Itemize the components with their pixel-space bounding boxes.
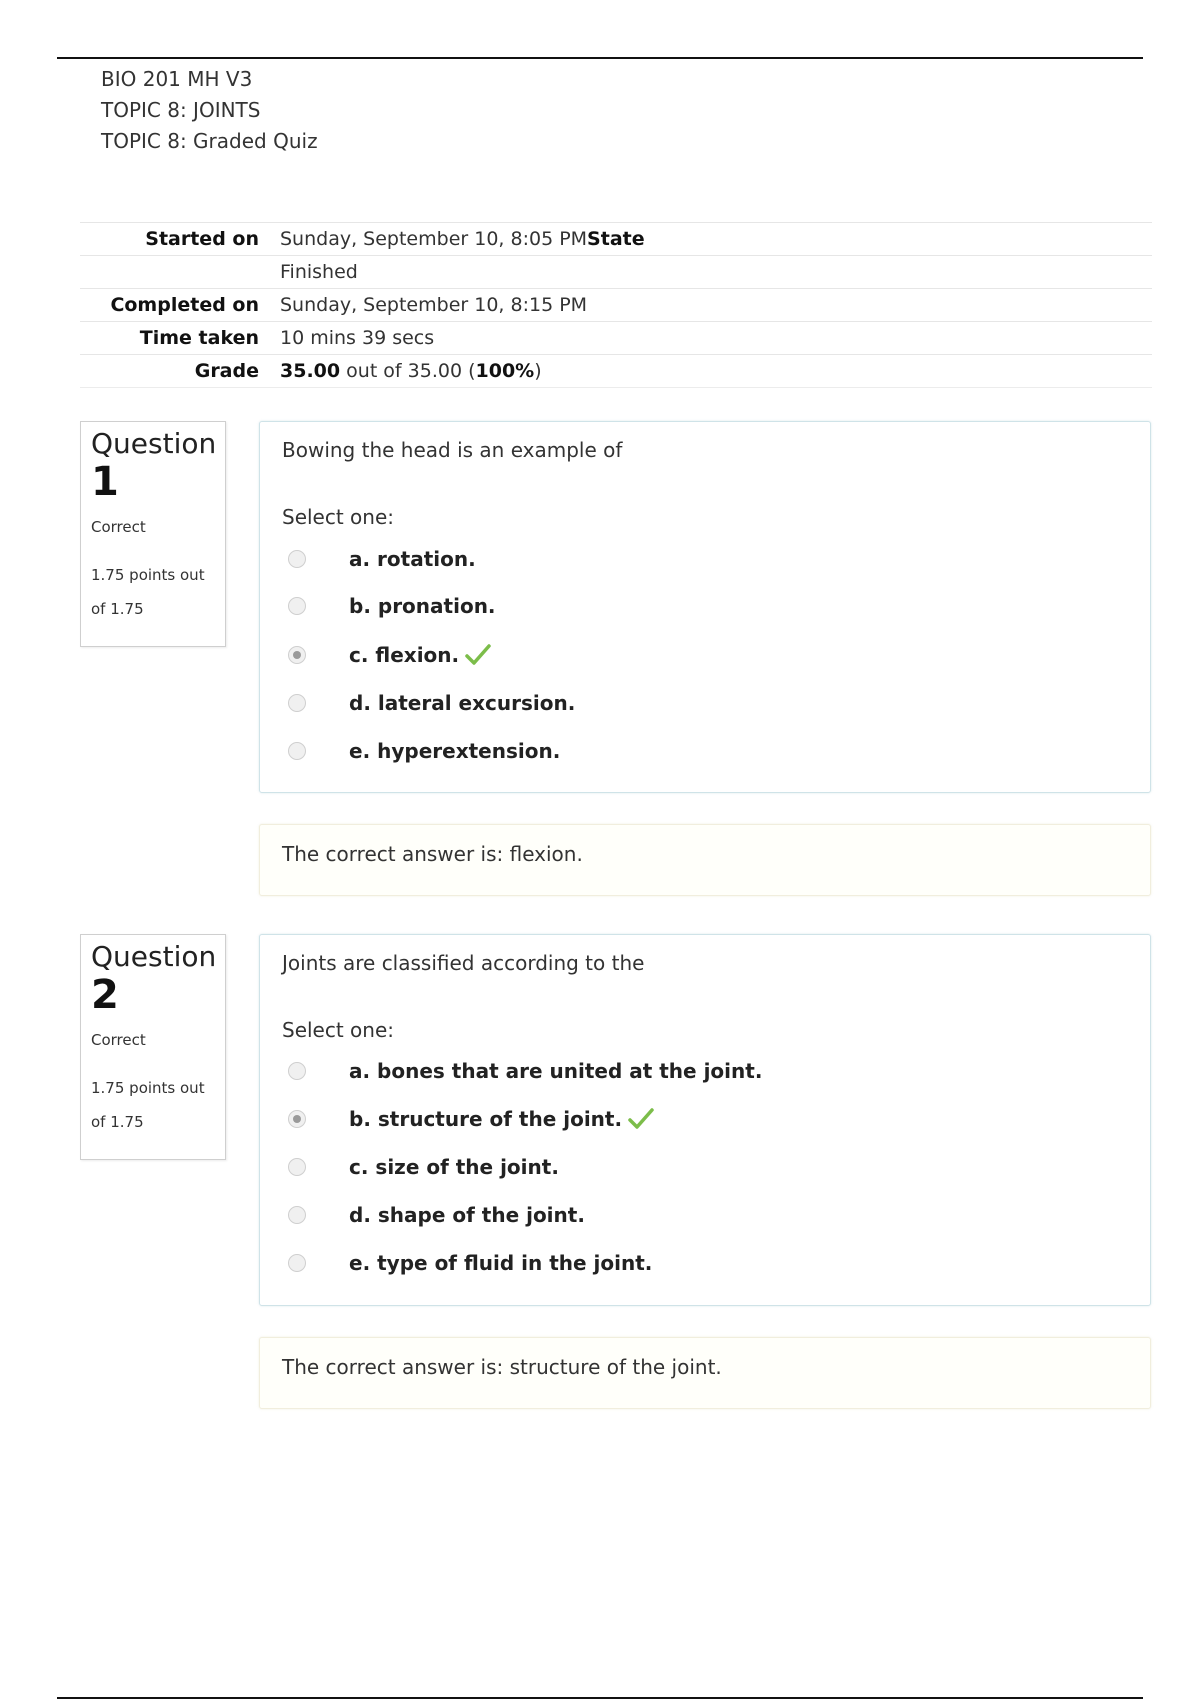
- started-on-value: Sunday, September 10, 8:05 PMState: [280, 228, 645, 250]
- radio-button[interactable]: [288, 597, 306, 615]
- grade-label: Grade: [194, 360, 259, 382]
- question-word: Question: [91, 940, 217, 973]
- select-one-prompt: Select one:: [282, 1018, 395, 1042]
- question-state: Correct: [91, 1031, 146, 1049]
- bottom-divider: [57, 1697, 1143, 1699]
- question-word: Question: [91, 427, 217, 460]
- radio-button[interactable]: [288, 1254, 306, 1272]
- answer-option-selected[interactable]: [288, 1104, 654, 1134]
- checkmark-icon: [628, 1107, 654, 1131]
- answer-label: a. rotation.: [349, 547, 476, 571]
- started-on-label: Started on: [145, 228, 259, 250]
- breadcrumb: [101, 64, 318, 157]
- answer-option[interactable]: [288, 591, 496, 621]
- summary-row-time: [80, 321, 1152, 354]
- breadcrumb-course[interactable]: BIO 201 MH V3: [101, 67, 253, 91]
- breadcrumb-topic[interactable]: TOPIC 8: JOINTS: [101, 98, 261, 122]
- answer-option[interactable]: [288, 1056, 762, 1086]
- question-2-feedback: [259, 1337, 1151, 1409]
- summary-row-state: [80, 255, 1152, 288]
- question-2-content: [259, 934, 1151, 1306]
- question-1-content: [259, 421, 1151, 793]
- radio-button[interactable]: [288, 1206, 306, 1224]
- breadcrumb-quiz[interactable]: TOPIC 8: Graded Quiz: [101, 129, 318, 153]
- completed-on-label: Completed on: [110, 294, 259, 316]
- answer-option[interactable]: [288, 1248, 652, 1278]
- question-2-info: [80, 934, 226, 1160]
- radio-button[interactable]: [288, 550, 306, 568]
- answer-label: b. structure of the joint.: [349, 1107, 623, 1131]
- answer-option[interactable]: [288, 688, 575, 718]
- radio-button-checked[interactable]: [288, 1110, 306, 1128]
- answer-option[interactable]: [288, 544, 476, 574]
- answer-label: a. bones that are united at the joint.: [349, 1059, 763, 1083]
- time-taken-label: Time taken: [139, 327, 259, 349]
- radio-button[interactable]: [288, 1062, 306, 1080]
- completed-on-value: Sunday, September 10, 8:15 PM: [280, 294, 588, 316]
- summary-row-started: [80, 222, 1152, 255]
- answer-label: b. pronation.: [349, 594, 496, 618]
- question-number: 1: [91, 459, 119, 505]
- answer-label: e. type of fluid in the joint.: [349, 1251, 653, 1275]
- correct-answer-text: The correct answer is: flexion.: [282, 842, 583, 866]
- grade-value: 35.00 out of 35.00 (100%): [280, 360, 542, 382]
- question-number: 2: [91, 972, 119, 1018]
- summary-row-grade: [80, 354, 1152, 388]
- state-label: State: [587, 228, 645, 250]
- radio-button[interactable]: [288, 742, 306, 760]
- answer-label: c. size of the joint.: [349, 1155, 559, 1179]
- correct-answer-text: The correct answer is: structure of the joint.: [282, 1355, 722, 1379]
- answer-option-selected[interactable]: [288, 640, 491, 670]
- answer-label: e. hyperextension.: [349, 739, 561, 763]
- question-grade: 1.75 points out of 1.75: [91, 1079, 205, 1131]
- answer-label: d. shape of the joint.: [349, 1203, 585, 1227]
- question-1-info: [80, 421, 226, 647]
- checkmark-icon: [465, 643, 491, 667]
- time-taken-value: 10 mins 39 secs: [280, 327, 435, 349]
- question-state: Correct: [91, 518, 146, 536]
- answer-label: d. lateral excursion.: [349, 691, 576, 715]
- question-1-feedback: [259, 824, 1151, 896]
- answer-option[interactable]: [288, 736, 560, 766]
- radio-button[interactable]: [288, 694, 306, 712]
- select-one-prompt: Select one:: [282, 505, 395, 529]
- state-value: Finished: [280, 261, 358, 283]
- answer-option[interactable]: [288, 1152, 559, 1182]
- answer-label: c. flexion.: [349, 643, 460, 667]
- summary-row-completed: [80, 288, 1152, 321]
- radio-button-checked[interactable]: [288, 646, 306, 664]
- answer-option[interactable]: [288, 1200, 585, 1230]
- question-grade: 1.75 points out of 1.75: [91, 566, 205, 618]
- question-text: Joints are classified according to the: [282, 951, 645, 975]
- radio-button[interactable]: [288, 1158, 306, 1176]
- top-divider: [57, 57, 1143, 59]
- question-text: Bowing the head is an example of: [282, 438, 623, 462]
- attempt-summary-table: [80, 222, 1152, 388]
